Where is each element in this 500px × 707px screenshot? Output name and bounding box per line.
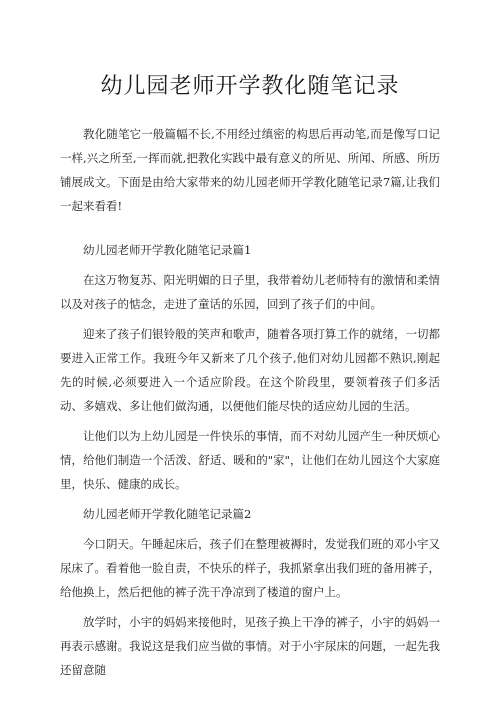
section-1-paragraph-2: 迎来了孩子们银铃般的笑声和歌声，随着各项打算工作的就绪，一切都要进入正常工作。我班今年又新来了几个孩子,他们对幼儿园都不熟识,刚起先的时候,必须要进入一个适应阶段。在这个阶段里，要领着孩子们多活动、多嬉戏、多让他们做沟通，以便他们能尽快的适应幼儿园的生活。 bbox=[60, 327, 440, 413]
section-2-paragraph-1: 今口阴天。午睡起床后，孩子们在整理被褥时，发觉我们班的邓小宇又尿床了。看着他一脸自责，不快乐的样子，我抓紧拿出我们班的备用裤子，给他换上，然后把他的裤子洗干净凉到了楼道的窗户上。 bbox=[60, 537, 440, 599]
section-1-paragraph-3: 让他们以为上幼儿园是一件快乐的事情，而不对幼儿园产生一种厌烦心情，给他们制造一个活泼、舒适、暖和的"家"，让他们在幼儿园这个大家庭里，快乐、健康的成长。 bbox=[60, 429, 440, 491]
section-1-paragraph-1: 在这万物复苏、阳光明媚的日子里，我带着幼儿老师特有的激情和柔情以及对孩子的惦念，走进了童话的乐园，回到了孩子们的中间。 bbox=[60, 273, 440, 311]
document-title: 幼儿园老师开学教化随笔记录 bbox=[100, 74, 400, 99]
section-heading-2: 幼儿园老师开学教化随笔记录篇2 bbox=[83, 507, 252, 521]
section-heading-1: 幼儿园老师开学教化随笔记录篇1 bbox=[83, 243, 252, 257]
intro-paragraph: 教化随笔它一般篇幅不长,不用经过缜密的构思后再动笔,而是像写口记一样,兴之所至,一挥而就,把教化实践中最有意义的所见、所闻、所感、所历铺展成文。下面是由给大家带来的幼儿园老师开学教化随笔记录7篇,让我们一起来看看! bbox=[60, 127, 440, 213]
section-2-paragraph-2: 放学时，小宇的妈妈来接他时，见孩子换上干净的裤子，小宇的妈妈一再表示感谢。我说这是我们应当做的事情。对于小宇尿床的问题，一起先我还留意随 bbox=[60, 615, 440, 677]
